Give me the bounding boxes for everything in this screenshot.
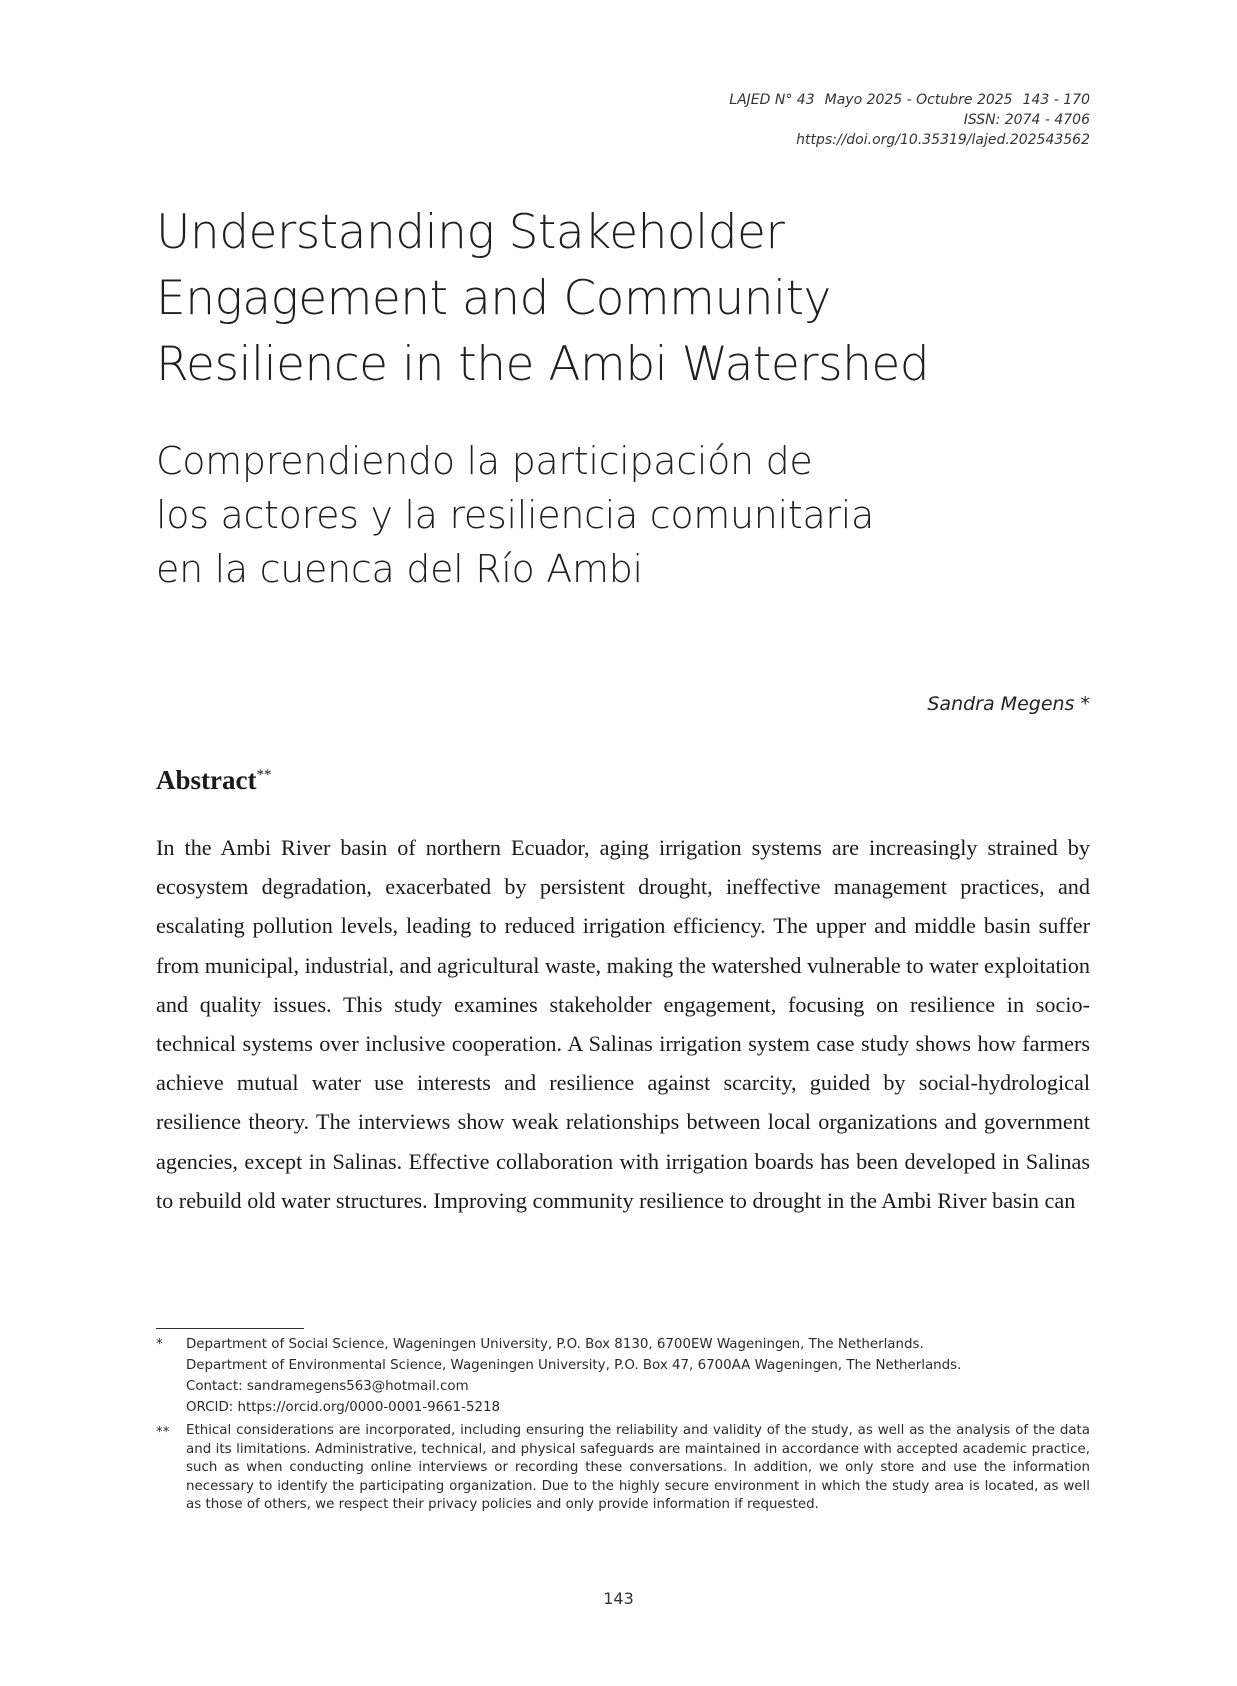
footnote-orcid-link[interactable]: ORCID: https://orcid.org/0000-0001-9661-5218: [186, 1400, 501, 1415]
journal-date-range: Mayo 2025 - Octubre 2025: [824, 92, 1013, 108]
abstract-footnote-mark: **: [256, 767, 272, 783]
footnote-contact-email[interactable]: Contact: sandramegens563@hotmail.com: [186, 1379, 469, 1394]
title-spanish: [156, 434, 1116, 596]
journal-page-range: 143 - 170: [1022, 92, 1090, 108]
title-spanish-line: los actores y la resiliencia comunitaria: [156, 493, 874, 537]
title-english: [156, 200, 1116, 398]
journal-name: LAJED N° 43: [729, 92, 815, 108]
title-spanish-line: en la cuenca del Río Ambi: [156, 547, 643, 591]
footnote-author: [156, 1334, 1090, 1418]
title-spanish-line: Comprendiendo la participación de: [156, 439, 813, 483]
page-number: 143: [603, 1589, 634, 1608]
footnotes: [156, 1334, 1090, 1519]
abstract-heading-text: Abstract: [156, 765, 257, 795]
footnote-divider: [156, 1328, 304, 1329]
footnote-body: [186, 1334, 1090, 1418]
journal-issue-line: [729, 90, 1090, 110]
title-english-line: Resilience in the Ambi Watershed: [156, 337, 930, 392]
abstract-heading: [156, 765, 271, 796]
journal-issn: ISSN: 2074 - 4706: [963, 112, 1090, 128]
title-english-line: Engagement and Community: [156, 271, 831, 326]
footnote-affiliation: Department of Environmental Science, Wageningen University, P.O. Box 47, 6700AA Wageningen, The Netherlands.: [186, 1358, 962, 1373]
footnote-mark: **: [156, 1425, 170, 1440]
footnote-ethics: [156, 1422, 1090, 1515]
abstract-text: In the Ambi River basin of northern Ecuador, aging irrigation systems are increasingly strained by ecosystem degradation, exacerbated by persistent drought, ineffective management practices, and escalating pollution levels, leading to reduced irrigation efficiency. The upper and middle basin suffer from municipal, industrial, and agricultural waste, making the watershed vulnerable to water exploitation and quality issues. This study examines stakeholder engagement, focusing on resilience in socio-technical systems over inclusive cooperation. A Salinas irrigation system case study shows how farmers achieve mutual water use interests and resilience against scarcity, guided by social-hydrological resilience theory. The interviews show weak relationships between local organizations and government agencies, except in Salinas. Effective collaboration with irrigation boards has been developed in Salinas to rebuild old water structures. Improving community resilience to drought in the Ambi River basin can: [156, 835, 1090, 1213]
journal-doi-link[interactable]: https://doi.org/10.35319/lajed.202543562: [796, 132, 1090, 148]
author-name: Sandra Megens *: [927, 693, 1090, 715]
footnote-ethics-text: Ethical considerations are incorporated, including ensuring the reliability and validity of the study, as well as the analysis of the data and its limitations. Administrative, technical, and physical safeguards are maintained in accordance with accepted academic practice, such as when conducting online interviews or recording these conversations. In addition, we only store and use the information necessary to identify the participating organization. Due to the highly secure environment in which the study area is located, as well as those of others, we respect their privacy policies and only provide information if requested.: [186, 1423, 1090, 1512]
journal-header: [729, 90, 1090, 150]
footnote-mark: *: [156, 1337, 163, 1352]
footnote-affiliation: Department of Social Science, Wageningen University, P.O. Box 8130, 6700EW Wageningen, The Netherlands.: [186, 1337, 924, 1352]
title-english-line: Understanding Stakeholder: [156, 205, 785, 260]
